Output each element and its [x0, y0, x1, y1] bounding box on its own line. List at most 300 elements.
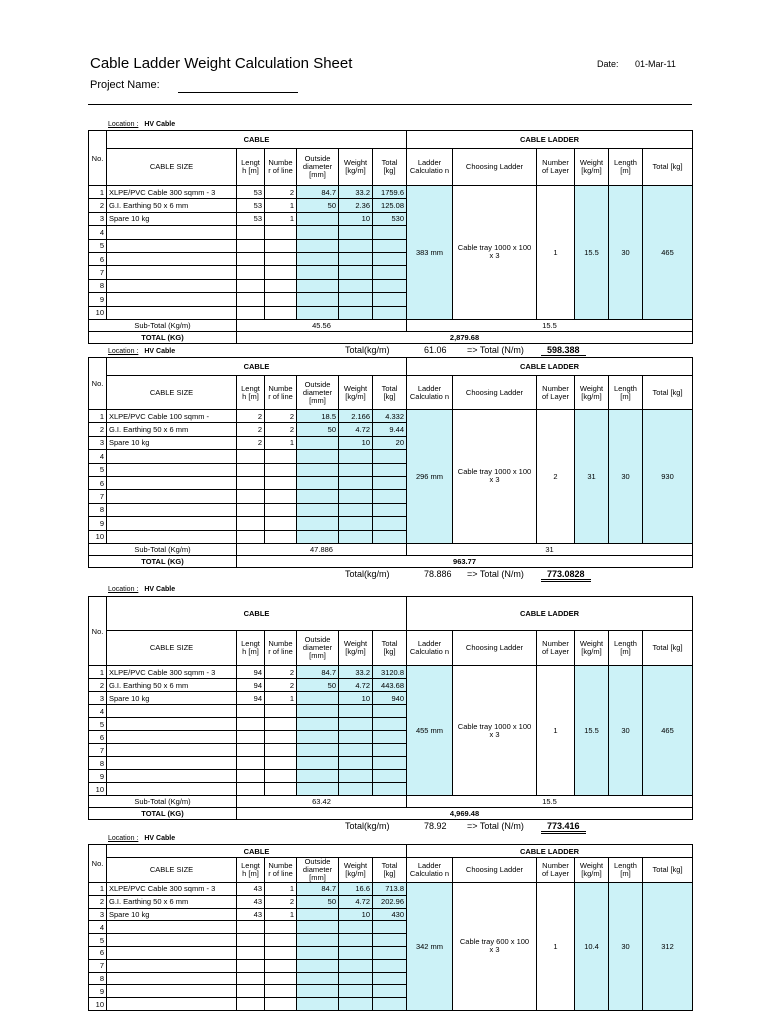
layers-cell: 1 — [537, 186, 575, 320]
ladder-weight-cell: 15.5 — [575, 186, 609, 320]
row-number: 5 — [89, 239, 107, 252]
total-kgm-label: Total(kg/m) — [345, 345, 390, 355]
weight-cell — [339, 463, 373, 476]
lines-cell: 1 — [265, 883, 297, 896]
total-cell — [373, 783, 407, 796]
total-cell — [373, 476, 407, 489]
total-cell — [373, 972, 407, 985]
row-number: 1 — [89, 186, 107, 199]
total-cell — [373, 293, 407, 306]
row-number: 3 — [89, 908, 107, 921]
weight-cell: 2.36 — [339, 199, 373, 212]
choosing-ladder-cell: Cable tray 600 x 100 x 3 — [453, 883, 537, 1011]
location-label — [108, 835, 175, 842]
total-cell — [373, 998, 407, 1011]
col-weight-header: Weight [kg/m] — [339, 149, 373, 186]
col-ladder-length-header: Length [m] — [609, 149, 643, 186]
total-nm-label: => Total (N/m) — [467, 345, 524, 355]
diameter-cell — [297, 692, 339, 705]
location-value: HV Cable — [144, 586, 176, 593]
diameter-cell: 50 — [297, 199, 339, 212]
project-name-label: Project Name: — [90, 79, 160, 91]
total-kg-value: 4,969.48 — [237, 808, 693, 820]
weight-cell: 10 — [339, 212, 373, 225]
diameter-cell — [297, 757, 339, 770]
lines-cell — [265, 757, 297, 770]
ladder-calc-cell: 455 mm — [407, 666, 453, 796]
date-label: Date: — [597, 59, 619, 69]
lines-cell — [265, 490, 297, 503]
diameter-cell: 50 — [297, 679, 339, 692]
cable-size-cell: Spare 10 kg — [107, 908, 237, 921]
col-ladder-total-header: Total [kg] — [643, 631, 693, 666]
weight-cell — [339, 503, 373, 516]
col-weight-header: Weight [kg/m] — [339, 631, 373, 666]
diameter-cell — [297, 212, 339, 225]
cable-group-header: CABLE — [107, 597, 407, 631]
col-cable-size-header: CABLE SIZE — [107, 631, 237, 666]
weight-cell — [339, 705, 373, 718]
weight-cell: 10 — [339, 436, 373, 449]
table-row — [89, 883, 693, 896]
cable-size-cell — [107, 718, 237, 731]
total-cell: 202.96 — [373, 895, 407, 908]
col-layers-header: Number of Layer — [537, 631, 575, 666]
ladder-group-header: CABLE LADDER — [407, 845, 693, 858]
cable-group-header: CABLE — [107, 131, 407, 149]
lines-cell — [265, 946, 297, 959]
total-cell: 940 — [373, 692, 407, 705]
cable-size-cell — [107, 946, 237, 959]
weight-cell — [339, 306, 373, 319]
lines-cell: 2 — [265, 666, 297, 679]
row-number: 2 — [89, 423, 107, 436]
ladder-length-cell: 30 — [609, 186, 643, 320]
header-row — [89, 597, 693, 631]
total-kg-label: TOTAL (KG) — [89, 808, 237, 820]
col-ladder-weight-header: Weight [kg/m] — [575, 149, 609, 186]
choosing-ladder-cell: Cable tray 1000 x 100 x 3 — [453, 410, 537, 544]
cable-size-cell — [107, 450, 237, 463]
cable-size-cell: G.I. Earthing 50 x 6 mm — [107, 679, 237, 692]
cable-table — [88, 596, 693, 820]
location-value: HV Cable — [144, 835, 176, 842]
weight-cell — [339, 252, 373, 265]
col-layers-header: Number of Layer — [537, 376, 575, 410]
lines-cell: 2 — [265, 410, 297, 423]
total-kg-label: TOTAL (KG) — [89, 331, 237, 343]
weight-cell: 10 — [339, 692, 373, 705]
lines-cell — [265, 503, 297, 516]
ladder-group-header: CABLE LADDER — [407, 131, 693, 149]
diameter-cell — [297, 306, 339, 319]
row-number: 8 — [89, 279, 107, 292]
lines-cell: 2 — [265, 186, 297, 199]
diameter-cell: 84.7 — [297, 186, 339, 199]
total-cell: 530 — [373, 212, 407, 225]
weight-cell — [339, 718, 373, 731]
row-number: 7 — [89, 490, 107, 503]
total-row — [89, 808, 693, 820]
cable-group-header: CABLE — [107, 358, 407, 376]
diameter-cell — [297, 972, 339, 985]
cable-size-cell — [107, 490, 237, 503]
header-row — [89, 131, 693, 149]
diameter-cell — [297, 503, 339, 516]
lines-cell — [265, 463, 297, 476]
length-cell — [237, 279, 265, 292]
total-nm-label: => Total (N/m) — [467, 569, 524, 579]
header-row — [89, 858, 693, 883]
lines-cell — [265, 972, 297, 985]
total-cell — [373, 490, 407, 503]
cable-size-cell — [107, 293, 237, 306]
weight-cell: 33.2 — [339, 186, 373, 199]
diameter-cell — [297, 463, 339, 476]
subtotal-cable-value: 47.886 — [237, 543, 407, 555]
col-no-header: No. — [89, 131, 107, 186]
row-number: 6 — [89, 946, 107, 959]
cable-size-cell — [107, 252, 237, 265]
cable-size-cell — [107, 226, 237, 239]
col-cable-size-header: CABLE SIZE — [107, 376, 237, 410]
col-length-header: Lengt h [m] — [237, 631, 265, 666]
row-number: 10 — [89, 306, 107, 319]
header-rule — [88, 104, 692, 105]
weight-cell — [339, 959, 373, 972]
sheet-title: Cable Ladder Weight Calculation Sheet — [90, 55, 353, 72]
cable-size-cell: G.I. Earthing 50 x 6 mm — [107, 199, 237, 212]
length-cell — [237, 744, 265, 757]
col-length-header: Lengt h [m] — [237, 376, 265, 410]
length-cell — [237, 959, 265, 972]
col-cable-size-header: CABLE SIZE — [107, 858, 237, 883]
total-cell — [373, 517, 407, 530]
table-row — [89, 410, 693, 423]
lines-cell — [265, 934, 297, 947]
length-cell — [237, 306, 265, 319]
subtotal-cable-value: 63.42 — [237, 796, 407, 808]
location-caption: Location : — [108, 348, 139, 355]
weight-cell — [339, 490, 373, 503]
row-number: 5 — [89, 718, 107, 731]
total-cell — [373, 306, 407, 319]
header-row — [89, 631, 693, 666]
layers-cell: 2 — [537, 410, 575, 544]
location-caption: Location : — [108, 586, 139, 593]
length-cell — [237, 998, 265, 1011]
length-cell: 94 — [237, 692, 265, 705]
weight-cell: 4.72 — [339, 895, 373, 908]
col-no-header: No. — [89, 845, 107, 883]
col-cable-size-header: CABLE SIZE — [107, 149, 237, 186]
total-cell: 4.332 — [373, 410, 407, 423]
cable-table — [88, 844, 693, 1011]
ladder-weight-cell: 10.4 — [575, 883, 609, 1011]
cable-size-cell — [107, 783, 237, 796]
cable-size-cell — [107, 731, 237, 744]
row-number: 7 — [89, 266, 107, 279]
cable-size-cell — [107, 985, 237, 998]
col-ladder-calc-header: Ladder Calculatio n — [407, 149, 453, 186]
col-ladder-length-header: Length [m] — [609, 376, 643, 410]
cable-table — [88, 130, 693, 344]
location-label — [108, 348, 175, 355]
weight-cell: 4.72 — [339, 679, 373, 692]
length-cell — [237, 783, 265, 796]
ladder-weight-cell: 15.5 — [575, 666, 609, 796]
lines-cell — [265, 252, 297, 265]
weight-cell — [339, 972, 373, 985]
lines-cell — [265, 731, 297, 744]
ladder-weight-cell: 31 — [575, 410, 609, 544]
ladder-length-cell: 30 — [609, 410, 643, 544]
total-cell: 1759.6 — [373, 186, 407, 199]
ladder-length-cell: 30 — [609, 883, 643, 1011]
total-kg-value: 963.77 — [237, 555, 693, 567]
col-lines-header: Numbe r of line — [265, 376, 297, 410]
cable-size-cell — [107, 757, 237, 770]
subtotal-label: Sub-Total (Kg/m) — [89, 319, 237, 331]
table-row — [89, 186, 693, 199]
col-ladder-weight-header: Weight [kg/m] — [575, 858, 609, 883]
total-cell — [373, 450, 407, 463]
total-nm-value: 773.0828 — [541, 569, 591, 582]
row-number: 6 — [89, 252, 107, 265]
diameter-cell — [297, 985, 339, 998]
row-number: 9 — [89, 517, 107, 530]
cable-size-cell — [107, 744, 237, 757]
row-number: 1 — [89, 410, 107, 423]
length-cell — [237, 266, 265, 279]
cable-size-cell — [107, 279, 237, 292]
length-cell: 43 — [237, 908, 265, 921]
total-cell: 20 — [373, 436, 407, 449]
col-ladder-total-header: Total [kg] — [643, 858, 693, 883]
table-row — [89, 666, 693, 679]
col-ladder-length-header: Length [m] — [609, 858, 643, 883]
lines-cell — [265, 476, 297, 489]
ladder-total-cell: 465 — [643, 186, 693, 320]
total-cell — [373, 530, 407, 543]
choosing-ladder-cell: Cable tray 1000 x 100 x 3 — [453, 666, 537, 796]
diameter-cell — [297, 239, 339, 252]
col-ladder-calc-header: Ladder Calculatio n — [407, 376, 453, 410]
diameter-cell — [297, 436, 339, 449]
row-number: 6 — [89, 731, 107, 744]
weight-cell: 2.166 — [339, 410, 373, 423]
col-diameter-header: Outside diameter [mm] — [297, 376, 339, 410]
col-layers-header: Number of Layer — [537, 858, 575, 883]
location-label — [108, 121, 175, 128]
length-cell — [237, 463, 265, 476]
total-cell — [373, 921, 407, 934]
length-cell — [237, 530, 265, 543]
row-number: 1 — [89, 883, 107, 896]
weight-cell: 16.6 — [339, 883, 373, 896]
col-diameter-header: Outside diameter [mm] — [297, 858, 339, 883]
location-caption: Location : — [108, 835, 139, 842]
lines-cell — [265, 959, 297, 972]
weight-cell — [339, 279, 373, 292]
col-total-header: Total [kg] — [373, 149, 407, 186]
lines-cell — [265, 530, 297, 543]
diameter-cell — [297, 705, 339, 718]
cable-size-cell: XLPE/PVC Cable 300 sqmm - 3 — [107, 883, 237, 896]
cable-size-cell: G.I. Earthing 50 x 6 mm — [107, 423, 237, 436]
row-number: 2 — [89, 895, 107, 908]
layers-cell: 1 — [537, 666, 575, 796]
cable-size-cell: XLPE/PVC Cable 300 sqmm - 3 — [107, 666, 237, 679]
weight-cell: 10 — [339, 908, 373, 921]
length-cell — [237, 718, 265, 731]
total-row — [89, 331, 693, 343]
length-cell — [237, 252, 265, 265]
total-kgm-value: 78.92 — [424, 821, 447, 831]
cable-size-cell — [107, 503, 237, 516]
total-cell — [373, 705, 407, 718]
total-kgm-label: Total(kg/m) — [345, 821, 390, 831]
lines-cell: 2 — [265, 679, 297, 692]
diameter-cell: 18.5 — [297, 410, 339, 423]
length-cell — [237, 921, 265, 934]
row-number: 9 — [89, 985, 107, 998]
lines-cell — [265, 226, 297, 239]
cable-size-cell — [107, 266, 237, 279]
diameter-cell — [297, 450, 339, 463]
row-number: 10 — [89, 998, 107, 1011]
weight-cell — [339, 985, 373, 998]
weight-cell — [339, 921, 373, 934]
cable-size-cell: Spare 10 kg — [107, 692, 237, 705]
total-cell: 430 — [373, 908, 407, 921]
cable-size-cell: XLPE/PVC Cable 100 sqmm - — [107, 410, 237, 423]
choosing-ladder-cell: Cable tray 1000 x 100 x 3 — [453, 186, 537, 320]
lines-cell — [265, 293, 297, 306]
row-number: 8 — [89, 503, 107, 516]
total-cell: 3120.8 — [373, 666, 407, 679]
length-cell: 2 — [237, 410, 265, 423]
col-layers-header: Number of Layer — [537, 149, 575, 186]
ladder-calc-cell: 383 mm — [407, 186, 453, 320]
col-diameter-header: Outside diameter [mm] — [297, 149, 339, 186]
total-kg-label: TOTAL (KG) — [89, 555, 237, 567]
lines-cell — [265, 718, 297, 731]
total-cell — [373, 946, 407, 959]
col-total-header: Total [kg] — [373, 858, 407, 883]
length-cell: 53 — [237, 186, 265, 199]
length-cell: 53 — [237, 199, 265, 212]
row-number: 1 — [89, 666, 107, 679]
lines-cell — [265, 770, 297, 783]
subtotal-ladder-value: 31 — [407, 543, 693, 555]
subtotal-row — [89, 543, 693, 555]
row-number: 9 — [89, 293, 107, 306]
col-lines-header: Numbe r of line — [265, 149, 297, 186]
date-value: 01-Mar-11 — [635, 59, 676, 69]
length-cell: 43 — [237, 895, 265, 908]
total-kgm-value: 78.886 — [424, 569, 452, 579]
lines-cell — [265, 306, 297, 319]
length-cell — [237, 705, 265, 718]
row-number: 2 — [89, 199, 107, 212]
col-total-header: Total [kg] — [373, 376, 407, 410]
lines-cell: 1 — [265, 692, 297, 705]
subtotal-label: Sub-Total (Kg/m) — [89, 543, 237, 555]
lines-cell: 1 — [265, 212, 297, 225]
diameter-cell — [297, 783, 339, 796]
row-number: 5 — [89, 463, 107, 476]
cable-size-cell: G.I. Earthing 50 x 6 mm — [107, 895, 237, 908]
total-cell — [373, 985, 407, 998]
subtotal-row — [89, 319, 693, 331]
length-cell — [237, 226, 265, 239]
diameter-cell — [297, 530, 339, 543]
location-label — [108, 586, 175, 593]
header-row — [89, 149, 693, 186]
row-number: 10 — [89, 530, 107, 543]
diameter-cell — [297, 959, 339, 972]
total-cell — [373, 239, 407, 252]
total-nm-value: 773.416 — [541, 821, 586, 834]
row-number: 10 — [89, 783, 107, 796]
lines-cell: 1 — [265, 908, 297, 921]
cable-size-cell — [107, 306, 237, 319]
weight-cell: 33.2 — [339, 666, 373, 679]
cable-size-cell — [107, 705, 237, 718]
cable-size-cell — [107, 239, 237, 252]
subtotal-row — [89, 796, 693, 808]
col-choosing-ladder-header: Choosing Ladder — [453, 376, 537, 410]
weight-cell — [339, 998, 373, 1011]
col-choosing-ladder-header: Choosing Ladder — [453, 858, 537, 883]
diameter-cell — [297, 908, 339, 921]
project-name-line — [178, 92, 298, 93]
row-number: 3 — [89, 692, 107, 705]
lines-cell — [265, 985, 297, 998]
length-cell: 53 — [237, 212, 265, 225]
length-cell: 94 — [237, 666, 265, 679]
ladder-calc-cell: 342 mm — [407, 883, 453, 1011]
cable-size-cell — [107, 463, 237, 476]
length-cell: 2 — [237, 423, 265, 436]
cable-size-cell — [107, 476, 237, 489]
cable-size-cell — [107, 972, 237, 985]
row-number: 4 — [89, 226, 107, 239]
lines-cell — [265, 279, 297, 292]
total-cell — [373, 770, 407, 783]
col-weight-header: Weight [kg/m] — [339, 858, 373, 883]
weight-cell — [339, 744, 373, 757]
row-number: 4 — [89, 921, 107, 934]
col-ladder-total-header: Total [kg] — [643, 149, 693, 186]
weight-cell — [339, 946, 373, 959]
col-ladder-total-header: Total [kg] — [643, 376, 693, 410]
length-cell: 2 — [237, 436, 265, 449]
col-diameter-header: Outside diameter [mm] — [297, 631, 339, 666]
diameter-cell: 50 — [297, 423, 339, 436]
subtotal-ladder-value: 15.5 — [407, 319, 693, 331]
diameter-cell — [297, 998, 339, 1011]
cable-size-cell: Spare 10 kg — [107, 436, 237, 449]
cable-group-header: CABLE — [107, 845, 407, 858]
diameter-cell: 84.7 — [297, 883, 339, 896]
cable-table — [88, 357, 693, 568]
total-cell — [373, 757, 407, 770]
diameter-cell — [297, 490, 339, 503]
diameter-cell — [297, 517, 339, 530]
weight-cell — [339, 239, 373, 252]
